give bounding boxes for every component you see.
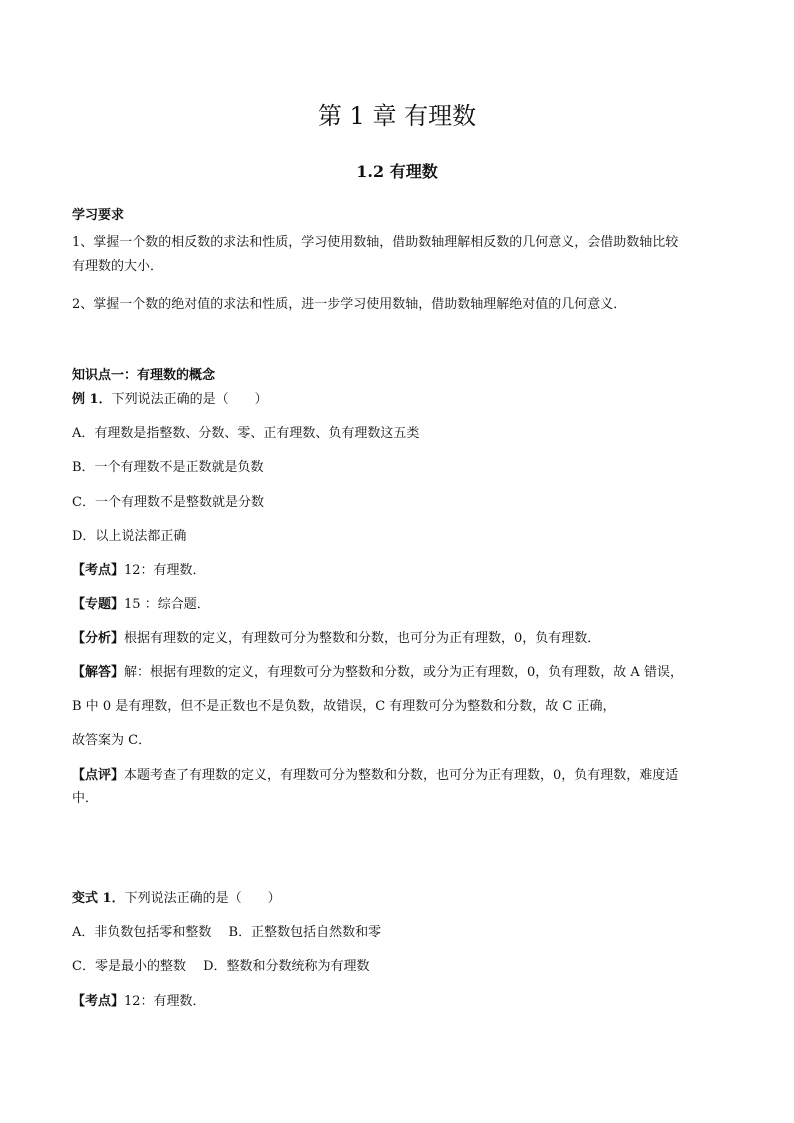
kaodian-tag: 【考点】	[72, 563, 125, 578]
zhuanti-text: 15 ：综合题．	[124, 597, 210, 612]
example-1-dianping-line-2: 中．	[72, 791, 99, 806]
example-1-kaodian	[72, 562, 206, 580]
fenxi-text: 根据有理数的定义，有理数可分为整数和分数，也可分为正有理数，0，负有理数．	[124, 631, 601, 646]
example-1-label: 例 1．	[72, 392, 112, 407]
variant-kaodian-text: 12：有理数．	[124, 994, 206, 1009]
section-title: 1.2 有理数	[356, 162, 438, 181]
variant-1-question	[72, 890, 281, 908]
variant-1-options-row-1: A．非负数包括零和整数 B．正整数包括自然数和零	[72, 925, 382, 940]
example-1-jieda	[72, 664, 683, 682]
dianping-line-1: 本题考查了有理数的定义，有理数可分为整数和分数，也可分为正有理数，0，负有理数，难度适	[124, 768, 679, 783]
kaodian-text: 12：有理数．	[124, 563, 206, 578]
jieda-line-1: 解：根据有理数的定义，有理数可分为整数和分数，或分为正有理数，0，负有理数，故 A 错误，	[124, 665, 683, 680]
example-1-option-c: C．一个有理数不是整数就是分数	[72, 495, 264, 510]
example-1-dianping	[72, 767, 678, 785]
fenxi-tag: 【分析】	[72, 631, 125, 646]
requirement-item-1-line-1: 1、掌握一个数的相反数的求法和性质，学习使用数轴，借助数轴理解相反数的几何意义，会借助数轴比较	[72, 235, 679, 250]
variant-1-options-row-2: C．零是最小的整数 D．整数和分数统称为有理数	[72, 959, 370, 974]
variant-1-question-text: 下列说法正确的是（ ）	[124, 891, 281, 906]
example-1-question	[72, 391, 268, 409]
chapter-title: 第 1 章 有理数	[317, 102, 477, 130]
variant-kaodian-tag: 【考点】	[72, 994, 125, 1009]
example-1-jieda-line-3: 故答案为 C．	[72, 733, 152, 748]
zhuanti-tag: 【专题】	[72, 597, 125, 612]
jieda-tag: 【解答】	[72, 665, 125, 680]
example-1-fenxi	[72, 630, 600, 648]
example-1-question-text: 下列说法正确的是（ ）	[111, 392, 268, 407]
example-1-zhuanti	[72, 596, 210, 614]
variant-1-label: 变式 1．	[72, 891, 125, 906]
dianping-tag: 【点评】	[72, 768, 125, 783]
knowledge-point-heading: 知识点一：有理数的概念	[72, 368, 216, 383]
requirements-heading: 学习要求	[72, 208, 125, 223]
example-1-jieda-line-2: B 中 0 是有理数，但不是正数也不是负数，故错误，C 有理数可分为整数和分数，故 C 正确，	[72, 699, 616, 714]
example-1-option-d: D．以上说法都正确	[72, 529, 187, 544]
example-1-option-b: B．一个有理数不是正数就是负数	[72, 460, 264, 475]
requirement-item-1-line-2: 有理数的大小．	[72, 259, 164, 274]
variant-1-kaodian	[72, 993, 206, 1011]
requirement-item-2: 2、掌握一个数的绝对值的求法和性质，进一步学习使用数轴，借助数轴理解绝对值的几何意义．	[72, 297, 627, 312]
example-1-option-a: A．有理数是指整数、分数、零、正有理数、负有理数这五类	[72, 426, 420, 441]
